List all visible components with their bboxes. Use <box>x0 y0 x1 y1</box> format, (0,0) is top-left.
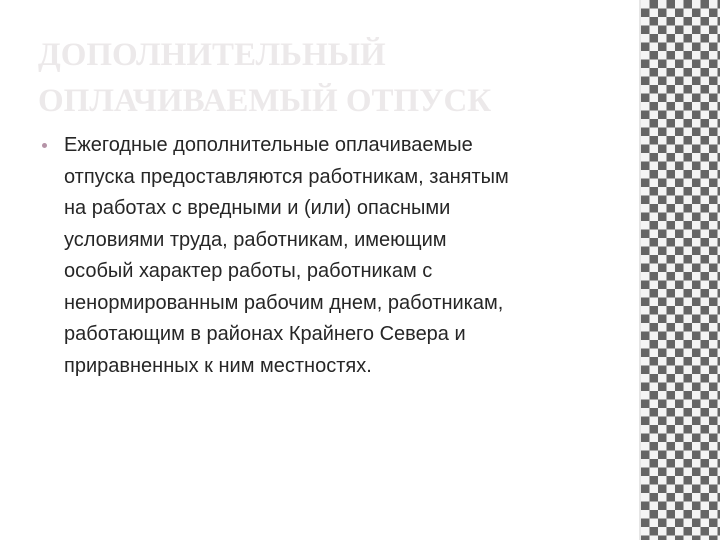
bullet-line-6: ненормированным рабочим днем, работникам, <box>64 291 504 314</box>
bullet-dot-icon <box>42 143 47 148</box>
slide-title <box>38 32 618 124</box>
decorative-pattern-strip <box>641 0 720 540</box>
title-line-1: ДОПОЛНИТЕЛЬНЫЙ <box>38 37 386 73</box>
bullet-line-2: отпуска предоставляются работникам, занятым <box>64 165 509 188</box>
bullet-line-1: Ежегодные дополнительные оплачиваемые <box>64 134 473 156</box>
title-line-2: ОПЛАЧИВАЕМЫЙ ОТПУСК <box>38 83 492 119</box>
bullet-list <box>40 130 600 382</box>
bullet-line-8: приравненных к ним местностях. <box>64 354 372 377</box>
bullet-item <box>40 130 600 382</box>
bullet-line-3: на работах с вредными и (или) опасными <box>64 197 451 219</box>
bullet-line-4: условиями труда, работникам, имеющим <box>64 228 447 251</box>
bullet-line-7: работающим в районах Крайнего Севера и <box>64 323 466 345</box>
bullet-line-5: особый характер работы, работникам с <box>64 260 433 282</box>
